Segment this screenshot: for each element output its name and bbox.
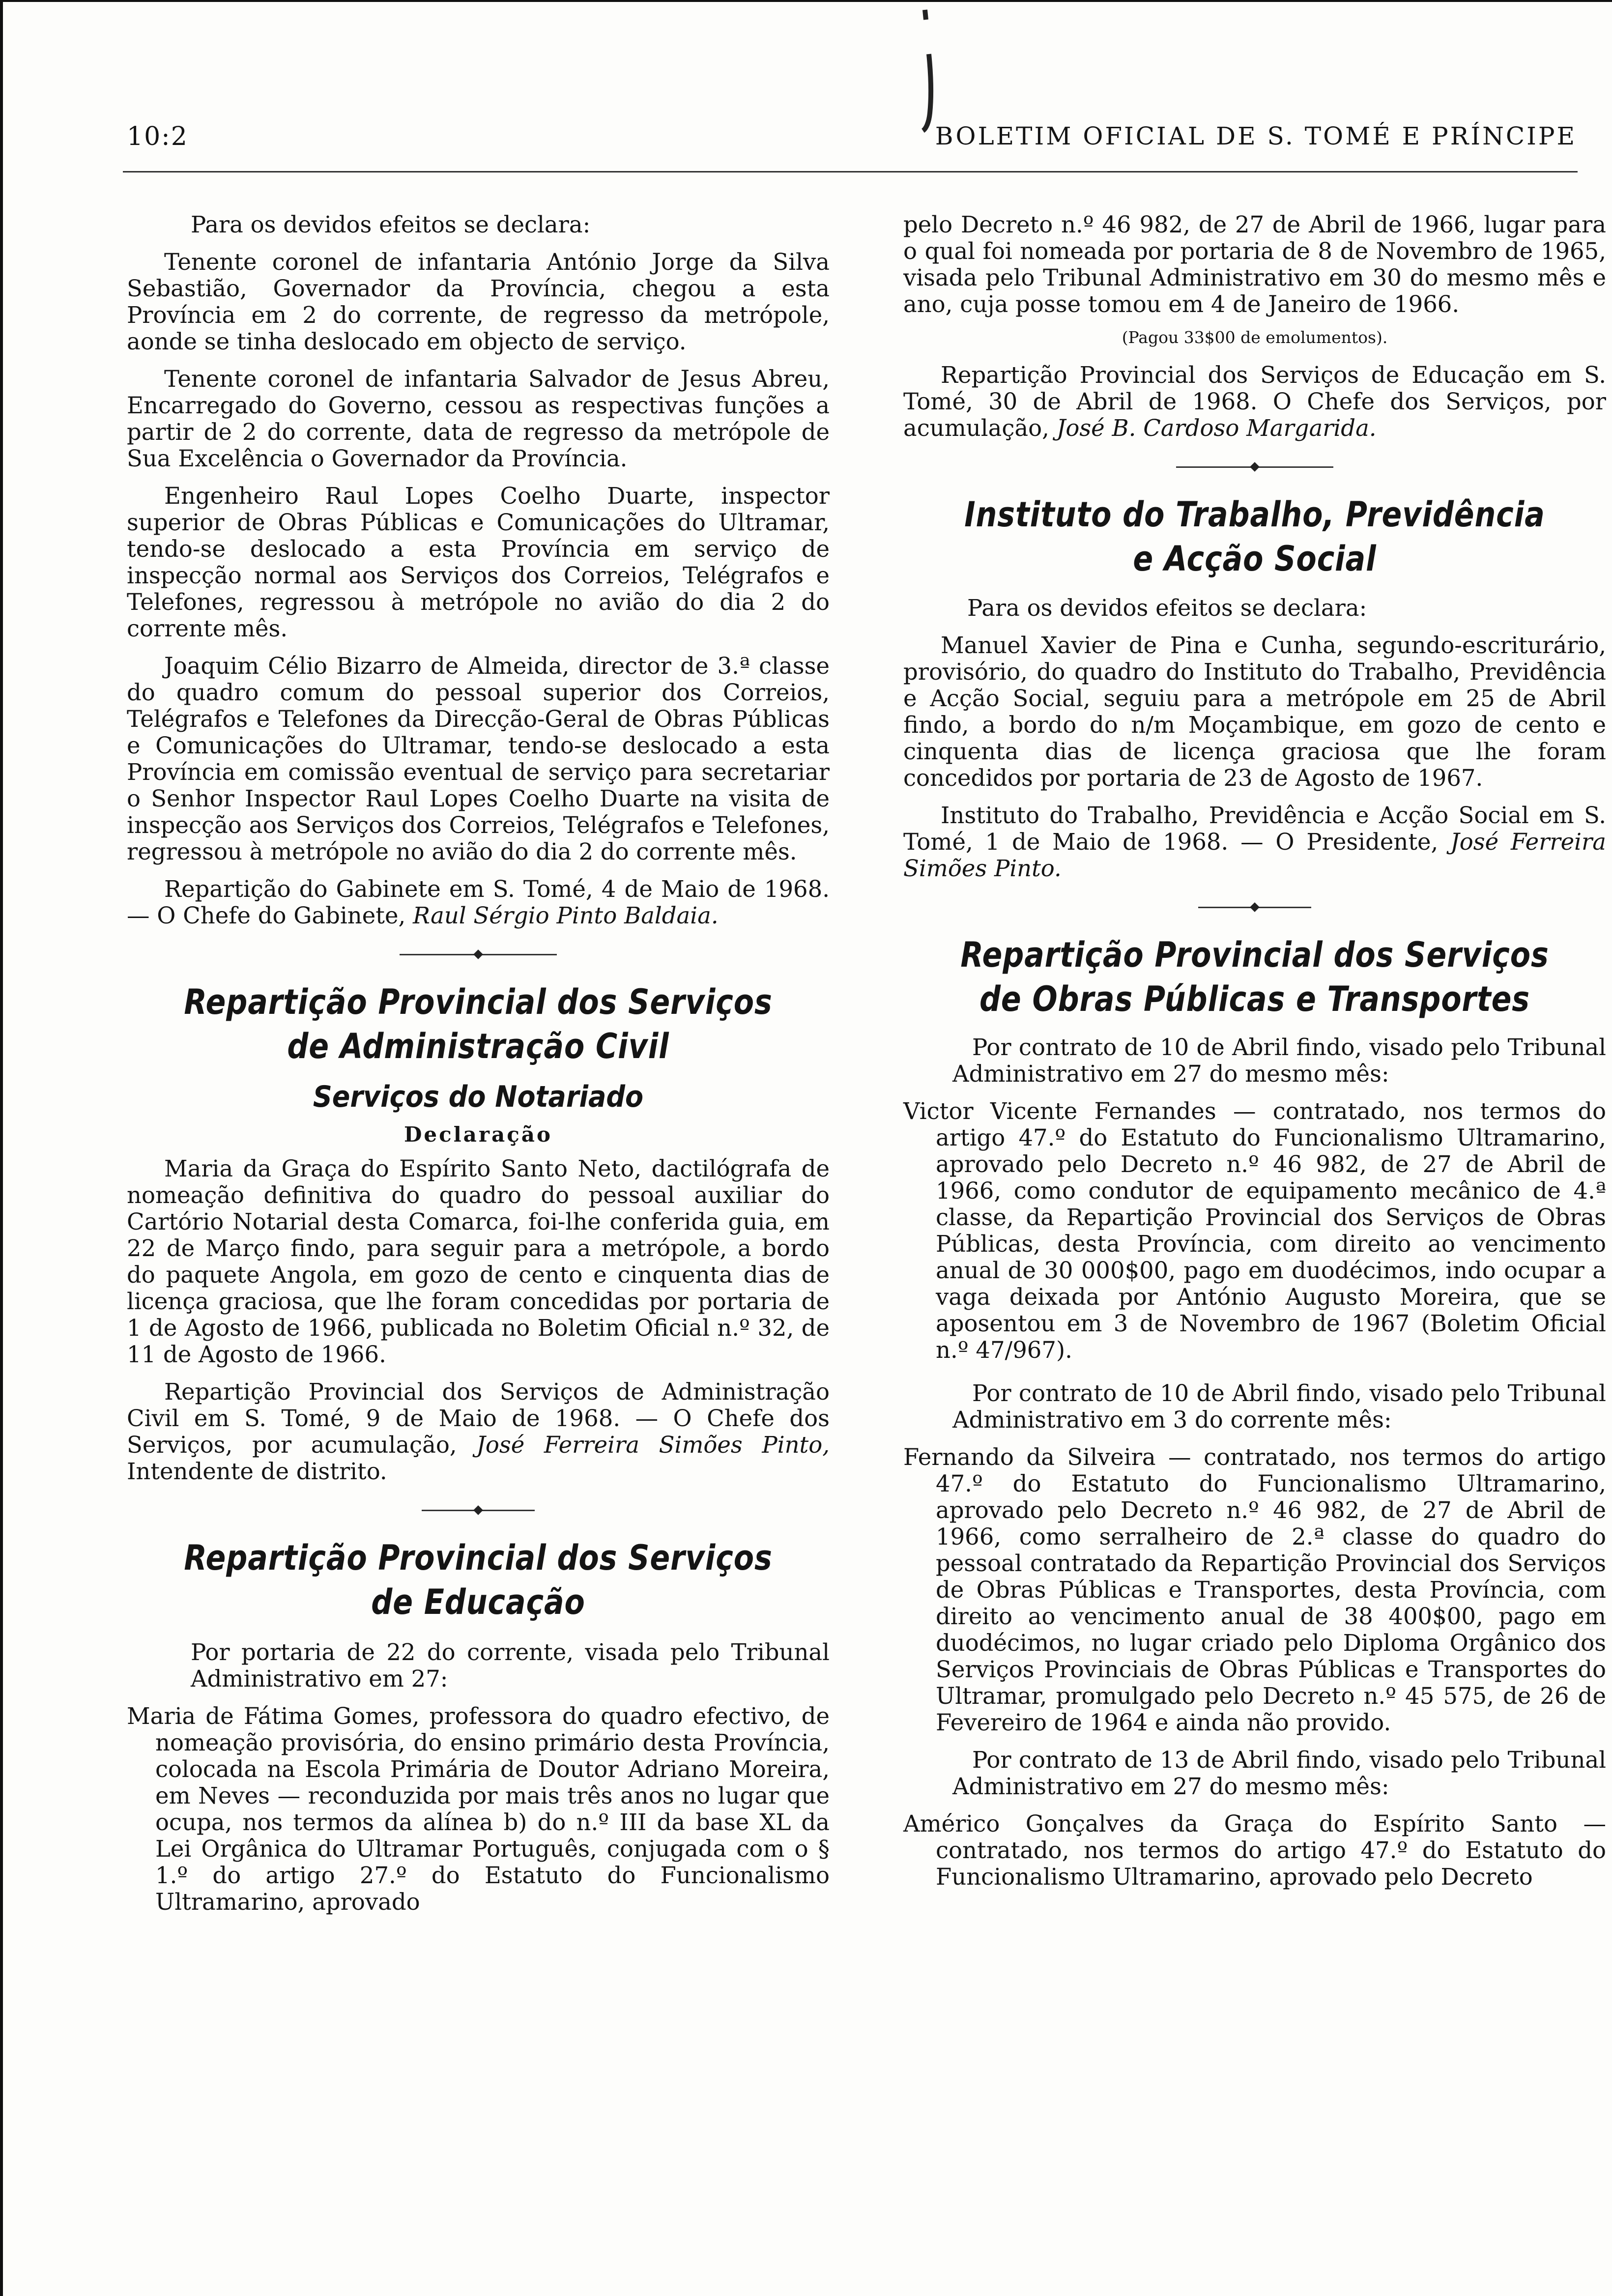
paragraph-victor: Victor Vicente Fernandes — contratado, nos termos do artigo 47.º do Estatuto do Funcionalismo Ultramarino, aprovado pelo Decreto n.º 46 982, de 27 de Abril de 1966, como condutor de equipamento mecânico de 4.ª classe, da Repartição Provincial dos Serviços de Obras Públicas, desta Província, com direito ao vencimento anual de 30 000$00, pago em duodécimos, indo ocupar a vaga deixada por António Augusto Moreira, que se aposentou em 3 de Novembro de 1967 (Boletim Oficial n.º 47/967). xyxy=(903,1098,1606,1363)
right-column xyxy=(903,211,1606,1890)
signature-text: Repartição do Gabinete em S. Tomé, 4 de Maio de 1968. — O Chefe do Gabinete, xyxy=(127,876,830,929)
signature-instituto xyxy=(903,802,1606,882)
signature-text: Repartição Provincial dos Serviços de Educação em S. Tomé, 30 de Abril de 1968. O Chefe dos Serviços, por acumulação, xyxy=(903,362,1606,441)
paragraph-clerk: Manuel Xavier de Pina e Cunha, segundo-escriturário, provisório, do quadro do Instituto do Trabalho, Previdência e Acção Social, seguiu para a metrópole em 25 de Abril findo, a bordo do n/m Moçambique, em gozo de cento e cinquenta dias de licença graciosa que lhe foram concedidos por portaria de 23 de Agosto de 1967. xyxy=(903,632,1606,791)
subheading-notariado: Serviços do Notariado xyxy=(313,1080,644,1114)
heading-obras-publicas: Repartição Provincial dos Serviços de Obras Públicas e Transportes xyxy=(960,935,1549,1019)
signature-educacao xyxy=(903,362,1606,441)
page-number: 10:2 xyxy=(127,122,188,151)
scan-top-edge xyxy=(0,0,1612,2)
signatory-name: José Ferreira Simões Pinto. xyxy=(903,829,1606,882)
signature-administracao xyxy=(127,1378,830,1485)
signatory-name: José B. Cardoso Margarida. xyxy=(1056,415,1377,441)
paragraph-fernando: Fernando da Silveira — contratado, nos termos do artigo 47.º do Estatuto do Funcionalismo Ultramarino, aprovado pelo Decreto n.º 46 982, de 27 de Abril de 1966, como serralheiro de 2.ª classe do quadro do pessoal contratado da Repartição Provincial dos Serviços de Obras Públicas e Transportes, desta Província, com direito ao vencimento anual de 38 400$00, pago em duodécimos, no lugar criado pelo Diploma Orgânico dos Serviços Provinciais de Obras Públicas e Transportes do Ultramar, promulgado pelo Decreto n.º 45 575, de 26 de Fevereiro de 1964 e ainda não provido. xyxy=(903,1444,1606,1736)
paragraph-governor: Tenente coronel de infantaria António Jorge da Silva Sebastião, Governador da Província, chegou a esta Província em 2 do corrente, de regresso da metrópole, aonde se tinha deslocado em objecto de serviço. xyxy=(127,249,830,355)
contract-intro: Por contrato de 13 de Abril findo, visado pelo Tribunal Administrativo em 27 do mesmo mês: xyxy=(952,1747,1606,1800)
contract-intro: Por contrato de 10 de Abril findo, visado pelo Tribunal Administrativo em 27 do mesmo mês: xyxy=(952,1034,1606,1087)
portaria-intro: Por portaria de 22 do corrente, visada pelo Tribunal Administrativo em 27: xyxy=(191,1639,830,1692)
signature-gabinete xyxy=(127,876,830,929)
declaracao-title: Declaração xyxy=(403,1122,553,1147)
paragraph-engineer: Engenheiro Raul Lopes Coelho Duarte, inspector superior de Obras Públicas e Comunicações do Ultramar, tendo-se deslocado a esta Província em serviço de inspecção normal aos Serviços dos Correios, Telégrafos e Telefones, regressou à metrópole no avião do dia 2 do corrente mês. xyxy=(127,483,830,642)
section-divider xyxy=(903,452,1606,482)
scan-left-edge xyxy=(0,0,3,2296)
section-divider xyxy=(903,892,1606,922)
paragraph-director: Joaquim Célio Bizarro de Almeida, director de 3.ª classe do quadro comum do pessoal superior dos Correios, Telégrafos e Telefones da Direcção-Geral de Obras Públicas e Comunicações do Ultramar, tendo-se deslocado a esta Província em comissão eventual de serviço para secretariar o Senhor Inspector Raul Lopes Coelho Duarte na visita de inspecção aos Serviços dos Correios, Telégrafos e Telefones, regressou à metrópole no avião do dia 2 do corrente mês. xyxy=(127,653,830,865)
declaration-intro: Para os devidos efeitos se declara: xyxy=(191,211,591,238)
signatory-name: José Ferreira Simões Pinto, xyxy=(476,1432,830,1458)
heading-instituto: Instituto do Trabalho, Previdência e Acção Social xyxy=(964,494,1545,579)
paragraph-encarregado: Tenente coronel de infantaria Salvador de Jesus Abreu, Encarregado do Governo, cessou as respectivas funções a partir de 2 do corrente, data de regresso da metrópole de Sua Excelência o Governador da Província. xyxy=(127,366,830,472)
paragraph-teacher: Maria de Fátima Gomes, professora do quadro efectivo, de nomeação provisória, do ensino primário desta Província, colocada na Escola Primária de Doutor Adriano Moreira, em Neves — reconduzida por mais três anos no lugar que ocupa, nos termos da alínea b) do n.º III da base XL da Lei Orgânica do Ultramar Português, conjugada com o § 1.º do artigo 27.º do Estatuto do Funcionalismo Ultramarino, aprovado xyxy=(127,1703,830,1915)
emolument-note: (Pagou 33$00 de emolumentos). xyxy=(1122,328,1388,347)
left-column xyxy=(127,211,830,1915)
heading-educacao: Repartição Provincial dos Serviços de Educação xyxy=(184,1538,773,1622)
contract-intro: Por contrato de 10 de Abril findo, visado pelo Tribunal Administrativo em 3 do corrente mês: xyxy=(952,1380,1606,1433)
declaration-intro: Para os devidos efeitos se declara: xyxy=(967,595,1367,621)
paragraph-americo: Américo Gonçalves da Graça do Espírito Santo — contratado, nos termos do artigo 47.º do Estatuto do Funcionalismo Ultramarino, aprovado pelo Decreto xyxy=(903,1810,1606,1890)
running-title: BOLETIM OFICIAL DE S. TOMÉ E PRÍNCIPE xyxy=(935,122,1577,150)
section-divider xyxy=(127,1495,830,1525)
paragraph-notary: Maria da Graça do Espírito Santo Neto, dactilógrafa de nomeação definitiva do quadro do pessoal auxiliar do Cartório Notarial desta Comarca, foi-lhe conferida guia, em 22 de Março findo, para seguir para a metrópole, a bordo do paquete Angola, em gozo de cento e cinquenta dias de licença graciosa, que lhe foram concedidas por portaria de 1 de Agosto de 1966, publicada no Boletim Oficial n.º 32, de 11 de Agosto de 1966. xyxy=(127,1155,830,1368)
paragraph-decree-continuation: pelo Decreto n.º 46 982, de 27 de Abril de 1966, lugar para o qual foi nomeada por portaria de 8 de Novembro de 1965, visada pelo Tribunal Administrativo em 30 do mesmo mês e ano, cuja posse tomou em 4 de Janeiro de 1966. xyxy=(903,211,1606,317)
signature-text: Repartição Provincial dos Serviços de Administração Civil em S. Tomé, 9 de Maio de 1968. — O Chefe dos Serviços, por acumulação, xyxy=(127,1378,830,1458)
signatory-title: Intendente de distrito. xyxy=(127,1458,387,1485)
heading-administracao-civil: Repartição Provincial dos Serviços de Administração Civil xyxy=(184,982,773,1066)
signatory-name: Raul Sérgio Pinto Baldaia. xyxy=(413,902,719,929)
section-divider xyxy=(127,940,830,969)
signature-text: Instituto do Trabalho, Previdência e Acção Social em S. Tomé, 1 de Maio de 1968. — O Presidente, xyxy=(903,802,1606,855)
page-header xyxy=(127,115,1577,156)
header-rule xyxy=(123,171,1578,172)
